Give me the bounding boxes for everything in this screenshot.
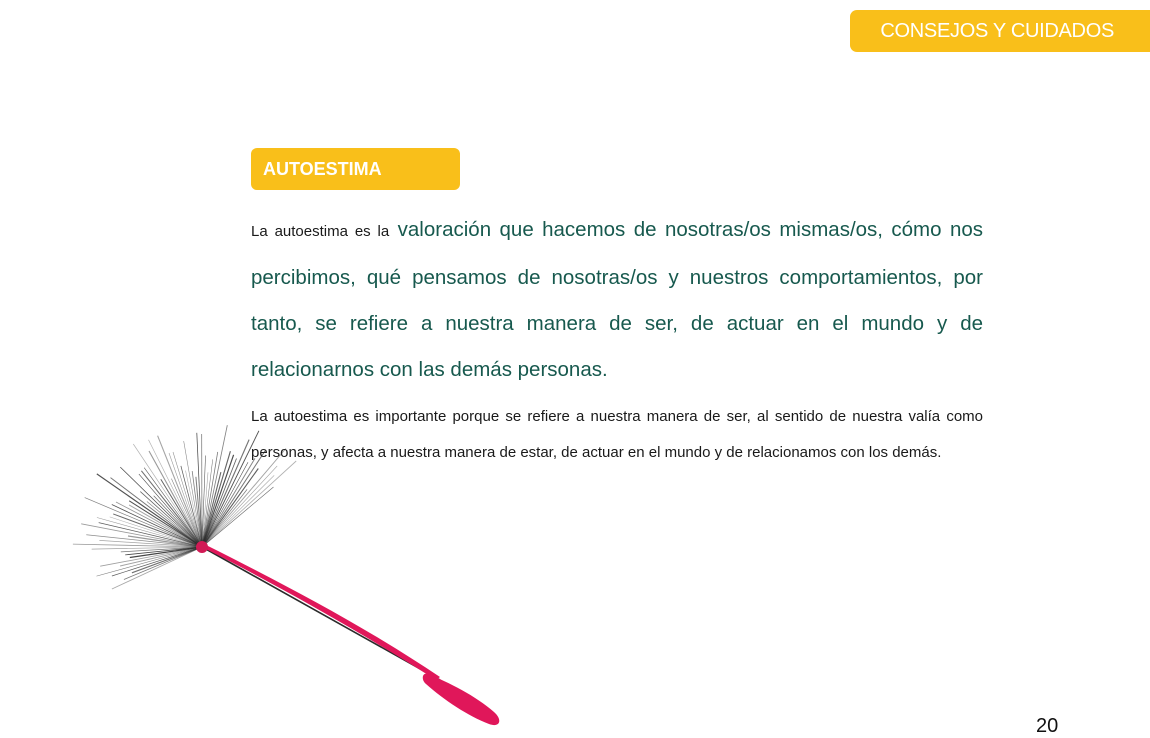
dandelion-filament [149,440,203,547]
section-tab [850,10,1150,52]
dandelion-seed-icon [0,0,560,738]
intro-highlight-text: valoración que hacemos de nosotras/os mismas/os, cómo nos percibimos, qué pensamos de nosotras/os y nuestros comportamientos, por tanto, se refiere a nuestra manera de ser, de actuar en el mundo y de relacionarnos con las demás personas. [251,218,983,381]
dandelion-filaments [73,425,296,589]
intro-lead-text: La autoestima es la [251,223,390,240]
dandelion-filament [97,474,202,547]
section-heading-label: AUTOESTIMA [263,159,382,179]
section-tab-label: CONSEJOS Y CUIDADOS [880,20,1114,42]
dandelion-stem-red [204,545,440,680]
dandelion-filament [202,440,249,547]
dandelion-filament [202,455,234,547]
dandelion-filament [85,498,202,547]
body-paragraph: La autoestima es importante porque se refiere a nuestra manera de ser, al sentido de nuestra valía como personas, y afecta a nuestra manera de estar, de actuar en el mundo y de relacionamos con los demás. [251,408,983,461]
dandelion-filament [202,431,259,547]
dandelion-center [196,541,208,553]
dandelion-seed [423,674,499,725]
page-number: 20 [1036,715,1059,737]
